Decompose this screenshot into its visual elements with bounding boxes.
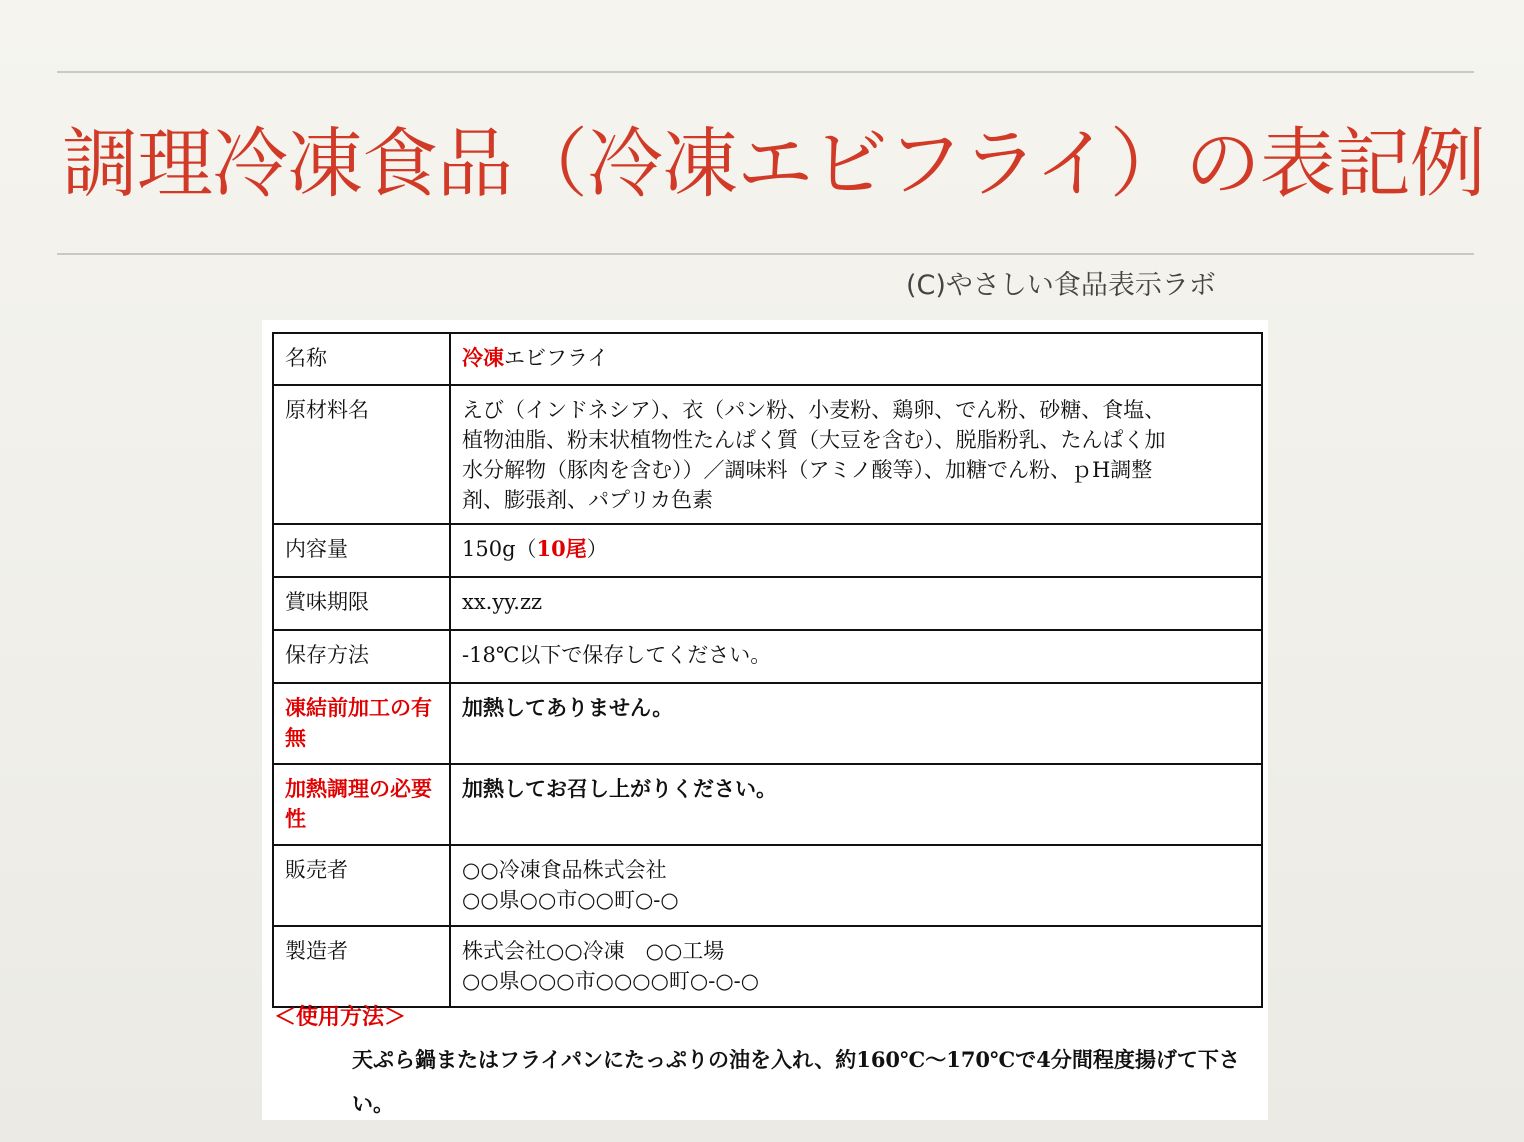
value-line: 株式会社○○冷凍 ○○工場 — [462, 939, 725, 963]
row-value: -18℃以下で保存してください。 — [450, 630, 1262, 683]
row-key: 原材料名 — [273, 385, 450, 524]
table-row-quantity — [273, 524, 1262, 577]
value-text: エビフライ — [504, 346, 609, 370]
row-key: 製造者 — [273, 926, 450, 1007]
highlight-text: 冷凍 — [462, 345, 504, 370]
credit-text: (C)やさしい食品表示ラボ — [906, 270, 1216, 301]
row-key: 賞味期限 — [273, 577, 450, 630]
value-line: ○○県○○市○○町○-○ — [462, 888, 679, 912]
table-row-manufacturer — [273, 926, 1262, 1007]
table-row-seller — [273, 845, 1262, 926]
highlight-text: 10尾 — [536, 536, 587, 561]
value-line: 水分解物（豚肉を含む））／調味料（アミノ酸等）、加糖でん粉、ｐH調整 — [462, 458, 1153, 482]
slide-title: 調理冷凍食品（冷凍エビフライ）の表記例 — [62, 119, 1485, 208]
top-divider — [57, 71, 1474, 73]
table-row-name — [273, 333, 1262, 385]
value-line: 植物油脂、粉末状植物性たんぱく質（大豆を含む）、脱脂粉乳、たんぱく加 — [462, 428, 1166, 452]
row-key: 保存方法 — [273, 630, 450, 683]
row-value — [450, 333, 1262, 385]
row-key: 名称 — [273, 333, 450, 385]
table-row-cooking-required — [273, 764, 1262, 845]
row-key: 内容量 — [273, 524, 450, 577]
row-value: 加熱してありません。 — [450, 683, 1262, 764]
bottom-divider — [57, 253, 1474, 255]
row-value: xx.yy.zz — [450, 577, 1262, 630]
row-key: 加熱調理の必要性 — [273, 764, 450, 845]
table-row-best-before — [273, 577, 1262, 630]
table-row-prefreeze-processing — [273, 683, 1262, 764]
table-row-ingredients — [273, 385, 1262, 524]
value-line: えび（インドネシア）、衣（パン粉、小麦粉、鶏卵、でん粉、砂糖、食塩、 — [462, 398, 1166, 422]
row-value: 加熱してお召し上がりください。 — [450, 764, 1262, 845]
row-value — [450, 385, 1262, 524]
value-text: 150g（ — [462, 537, 537, 561]
value-text: ） — [586, 537, 608, 561]
usage-text: 天ぷら鍋またはフライパンにたっぷりの油を入れ、約160℃〜170℃で4分間程度揚げて下さい。 — [352, 1047, 1240, 1116]
row-value — [450, 926, 1262, 1007]
row-key: 販売者 — [273, 845, 450, 926]
row-key: 凍結前加工の有無 — [273, 683, 450, 764]
value-line: 剤、膨張剤、パプリカ色素 — [462, 488, 713, 512]
food-label-table — [272, 332, 1263, 1008]
row-value — [450, 524, 1262, 577]
value-line: ○○県○○○市○○○○町○-○-○ — [462, 969, 760, 993]
row-value — [450, 845, 1262, 926]
usage-heading: ＜使用方法＞ — [274, 1004, 407, 1030]
label-panel — [262, 320, 1268, 1120]
table-row-storage — [273, 630, 1262, 683]
value-line: ○○冷凍食品株式会社 — [462, 858, 667, 882]
